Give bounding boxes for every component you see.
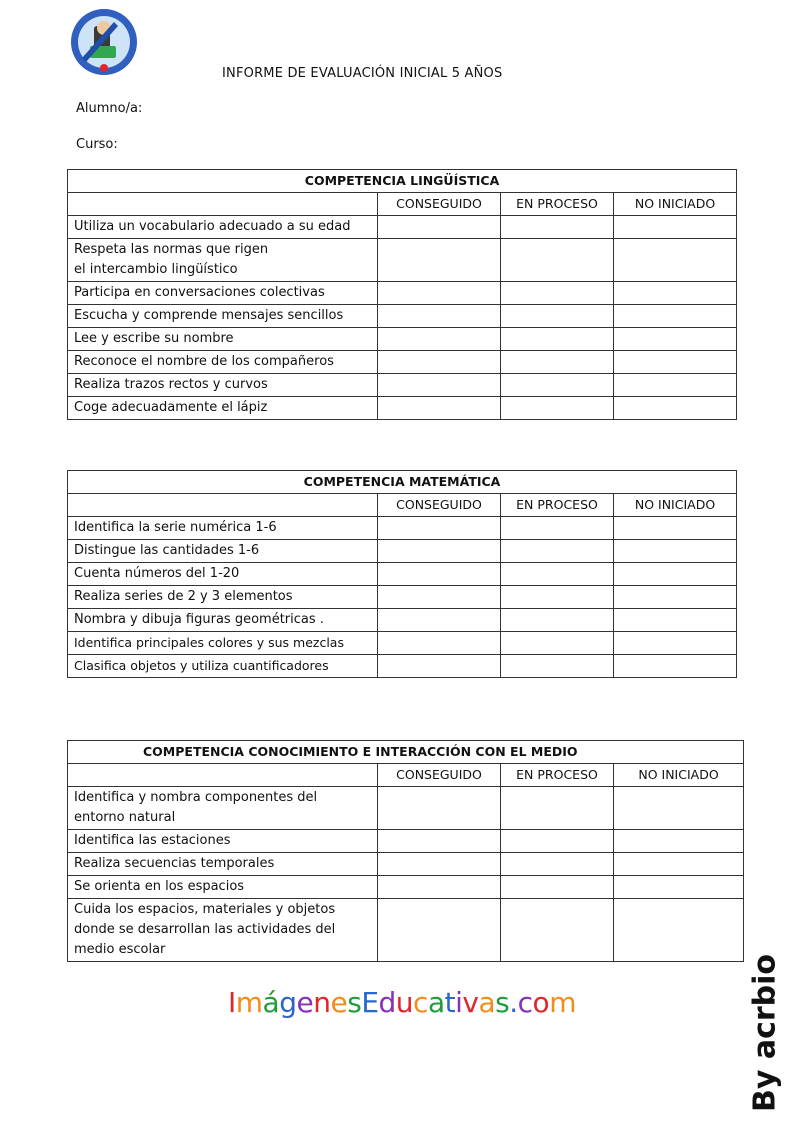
cell-en-proceso <box>501 540 614 563</box>
cell-no-iniciado <box>614 899 744 962</box>
cell-no-iniciado <box>614 586 737 609</box>
table-competencia-matematica <box>67 470 737 678</box>
table-row <box>68 397 737 420</box>
row-label: Identifica y nombra componentes del entorno natural <box>68 787 378 830</box>
cell-conseguido <box>378 876 501 899</box>
cell-conseguido <box>378 216 501 239</box>
signature-text: By acrbio <box>747 953 783 1112</box>
row-label: Cuida los espacios, materiales y objetos donde se desarrollan las actividades del medio escolar <box>68 899 378 962</box>
table-row <box>68 239 737 282</box>
row-label: Clasifica objetos y utiliza cuantificadores <box>68 655 378 678</box>
col-header-en-proceso: EN PROCESO <box>501 494 614 517</box>
row-label: Identifica las estaciones <box>68 830 378 853</box>
cell-no-iniciado <box>614 632 737 655</box>
cell-no-iniciado <box>614 655 737 678</box>
cell-en-proceso <box>501 563 614 586</box>
table-row <box>68 351 737 374</box>
cell-no-iniciado <box>614 787 744 830</box>
cell-conseguido <box>378 397 501 420</box>
brand-logo-text <box>228 986 576 1019</box>
page-title: INFORME DE EVALUACIÓN INICIAL 5 AÑOS <box>222 66 503 81</box>
cell-no-iniciado <box>614 216 737 239</box>
cell-en-proceso <box>501 239 614 282</box>
cell-en-proceso <box>501 351 614 374</box>
cell-no-iniciado <box>614 830 744 853</box>
cell-conseguido <box>378 374 501 397</box>
cell-conseguido <box>378 899 501 962</box>
brand-text: ImágenesEducativas.com <box>228 986 576 1019</box>
cell-conseguido <box>378 586 501 609</box>
row-label: Identifica principales colores y sus mezclas <box>68 632 378 655</box>
imagenes-educativas-logo-icon <box>70 8 138 76</box>
row-label: Identifica la serie numérica 1-6 <box>68 517 378 540</box>
row-label: Participa en conversaciones colectivas <box>68 282 378 305</box>
table-row <box>68 586 737 609</box>
table-row <box>68 282 737 305</box>
table-competencia-medio <box>67 740 744 962</box>
signature <box>740 953 790 1112</box>
table-row <box>68 853 744 876</box>
table-row <box>68 787 744 830</box>
table-title: COMPETENCIA MATEMÁTICA <box>68 471 737 494</box>
cell-en-proceso <box>501 830 614 853</box>
alumno-label: Alumno/a: <box>76 101 143 116</box>
cell-conseguido <box>378 328 501 351</box>
table-title: COMPETENCIA LINGÜÍSTICA <box>68 170 737 193</box>
cell-no-iniciado <box>614 374 737 397</box>
cell-conseguido <box>378 540 501 563</box>
table-row <box>68 830 744 853</box>
cell-conseguido <box>378 853 501 876</box>
cell-en-proceso <box>501 632 614 655</box>
table-row <box>68 540 737 563</box>
col-header-no-iniciado: NO INICIADO <box>614 764 744 787</box>
cell-en-proceso <box>501 655 614 678</box>
cell-no-iniciado <box>614 853 744 876</box>
table-row <box>68 563 737 586</box>
cell-no-iniciado <box>614 328 737 351</box>
cell-conseguido <box>378 305 501 328</box>
cell-conseguido <box>378 787 501 830</box>
cell-en-proceso <box>501 586 614 609</box>
row-label: Coge adecuadamente el lápiz <box>68 397 378 420</box>
table-row <box>68 216 737 239</box>
curso-label: Curso: <box>76 137 118 152</box>
col-header-en-proceso: EN PROCESO <box>501 193 614 216</box>
cell-no-iniciado <box>614 305 737 328</box>
col-header-conseguido: CONSEGUIDO <box>378 193 501 216</box>
cell-no-iniciado <box>614 239 737 282</box>
cell-conseguido <box>378 830 501 853</box>
row-label: Respeta las normas que rigen el intercambio lingüístico <box>68 239 378 282</box>
col-header-no-iniciado: NO INICIADO <box>614 494 737 517</box>
cell-no-iniciado <box>614 876 744 899</box>
cell-no-iniciado <box>614 609 737 632</box>
cell-conseguido <box>378 239 501 282</box>
cell-en-proceso <box>501 282 614 305</box>
cell-en-proceso <box>501 328 614 351</box>
cell-no-iniciado <box>614 563 737 586</box>
table-title: COMPETENCIA CONOCIMIENTO E INTERACCIÓN CON EL MEDIO <box>68 741 744 764</box>
cell-no-iniciado <box>614 351 737 374</box>
row-label: Reconoce el nombre de los compañeros <box>68 351 378 374</box>
cell-conseguido <box>378 282 501 305</box>
row-label: Cuenta números del 1-20 <box>68 563 378 586</box>
row-label: Se orienta en los espacios <box>68 876 378 899</box>
cell-en-proceso <box>501 216 614 239</box>
cell-en-proceso <box>501 397 614 420</box>
cell-conseguido <box>378 609 501 632</box>
table-row <box>68 517 737 540</box>
cell-en-proceso <box>501 899 614 962</box>
col-header-en-proceso: EN PROCESO <box>501 764 614 787</box>
table-row <box>68 655 737 678</box>
cell-en-proceso <box>501 876 614 899</box>
row-label: Escucha y comprende mensajes sencillos <box>68 305 378 328</box>
cell-en-proceso <box>501 787 614 830</box>
cell-en-proceso <box>501 305 614 328</box>
table-competencia-linguistica <box>67 169 737 420</box>
cell-en-proceso <box>501 517 614 540</box>
table-row <box>68 305 737 328</box>
table-row <box>68 374 737 397</box>
cell-conseguido <box>378 563 501 586</box>
cell-conseguido <box>378 632 501 655</box>
row-label: Realiza trazos rectos y curvos <box>68 374 378 397</box>
row-label: Lee y escribe su nombre <box>68 328 378 351</box>
cell-no-iniciado <box>614 517 737 540</box>
table-row <box>68 876 744 899</box>
cell-no-iniciado <box>614 282 737 305</box>
cell-no-iniciado <box>614 397 737 420</box>
row-label: Realiza series de 2 y 3 elementos <box>68 586 378 609</box>
row-label: Nombra y dibuja figuras geométricas . <box>68 609 378 632</box>
row-label: Realiza secuencias temporales <box>68 853 378 876</box>
table-row <box>68 632 737 655</box>
cell-en-proceso <box>501 609 614 632</box>
col-header-conseguido: CONSEGUIDO <box>378 764 501 787</box>
cell-en-proceso <box>501 374 614 397</box>
cell-conseguido <box>378 655 501 678</box>
cell-no-iniciado <box>614 540 737 563</box>
cell-en-proceso <box>501 853 614 876</box>
cell-conseguido <box>378 351 501 374</box>
table-row <box>68 899 744 962</box>
table-row <box>68 609 737 632</box>
col-header-no-iniciado: NO INICIADO <box>614 193 737 216</box>
row-label: Distingue las cantidades 1-6 <box>68 540 378 563</box>
col-header-conseguido: CONSEGUIDO <box>378 494 501 517</box>
cell-conseguido <box>378 517 501 540</box>
table-row <box>68 328 737 351</box>
row-label: Utiliza un vocabulario adecuado a su edad <box>68 216 378 239</box>
